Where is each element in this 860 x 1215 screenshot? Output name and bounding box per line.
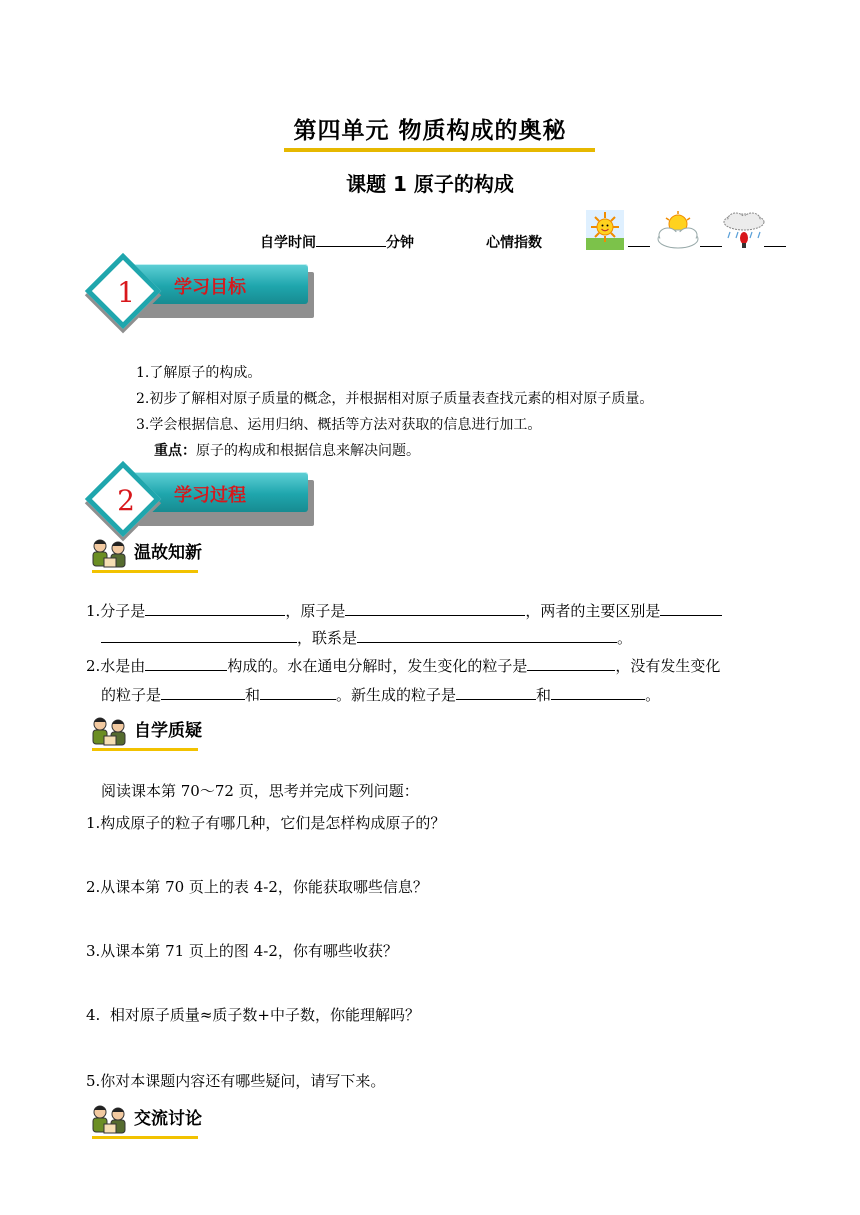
- key-point-text: 原子的构成和根据信息来解决问题。: [196, 443, 420, 459]
- goal-1: 1.了解原子的构成。: [136, 365, 262, 381]
- blank[interactable]: [161, 684, 245, 700]
- blank[interactable]: [551, 684, 645, 700]
- text: 。新生成的粒子是: [336, 686, 457, 704]
- blank[interactable]: [145, 600, 285, 616]
- text: 构成的。水在通电分解时，发生变化的粒子是: [227, 657, 528, 675]
- sunny-icon: [586, 210, 622, 250]
- section-2-header: [88, 466, 318, 536]
- text: 和: [536, 686, 552, 704]
- study-time-label: 自学时间: [260, 235, 316, 251]
- text: ，两者的主要区别是: [525, 602, 661, 620]
- blank[interactable]: [101, 627, 297, 643]
- mood-label: 心情指数: [486, 235, 542, 251]
- subhead-underline: [92, 1136, 198, 1139]
- review-q2-line1: [86, 655, 720, 676]
- question-2: 2.从课本第 70 页上的表 4-2，你能获取哪些信息？: [86, 878, 428, 896]
- lesson-title: 课题 1 原子的构成: [346, 172, 514, 196]
- blank[interactable]: [527, 655, 615, 671]
- subhead-underline: [92, 570, 198, 573]
- mood-blank-2[interactable]: [700, 246, 722, 247]
- blank[interactable]: [145, 655, 227, 671]
- badge-bar: [132, 472, 308, 512]
- question-3: 3.从课本第 71 页上的图 4-2，你有哪些收获？: [86, 942, 398, 960]
- minutes-label: 分钟: [386, 235, 414, 251]
- review-q1-line2: [101, 627, 632, 648]
- unit-title: 第四单元 物质构成的奥秘: [293, 118, 567, 144]
- students-icon: [88, 714, 134, 750]
- subhead-discussion: [88, 1102, 208, 1144]
- key-point-label: 重点：: [154, 443, 196, 459]
- question-5: 5.你对本课题内容还有哪些疑问，请写下来。: [86, 1072, 386, 1090]
- question-1: 1.构成原子的粒子有哪几种，它们是怎样构成原子的？: [86, 814, 446, 832]
- text: ，联系是: [297, 629, 358, 647]
- section-1-header: [88, 258, 318, 328]
- partly-cloudy-icon: [656, 210, 700, 250]
- blank[interactable]: [357, 627, 617, 643]
- study-time-blank[interactable]: [316, 232, 386, 247]
- text: 。: [617, 629, 633, 647]
- students-icon: [88, 1102, 134, 1138]
- goal-2: 2.初步了解相对原子质量的概念，并根据相对原子质量表查找元素的相对原子质量。: [136, 391, 654, 407]
- review-q2-line2: [101, 684, 660, 705]
- text: ，没有发生变化: [615, 657, 721, 675]
- review-q1-line1: [86, 600, 722, 621]
- subhead-discussion-label: 交流讨论: [134, 1109, 202, 1129]
- mood-blank-1[interactable]: [628, 246, 650, 247]
- subhead-self-study: [88, 714, 208, 756]
- section-1-title: 学习目标: [174, 277, 246, 298]
- blank[interactable]: [345, 600, 525, 616]
- text: 1.分子是: [86, 602, 146, 620]
- subhead-underline: [92, 748, 198, 751]
- text: 。: [645, 686, 661, 704]
- title-underline: [284, 148, 595, 152]
- section-1-number: 1: [117, 276, 135, 309]
- subhead-self-study-label: 自学质疑: [134, 721, 202, 741]
- blank[interactable]: [260, 684, 336, 700]
- mood-blank-3[interactable]: [764, 246, 786, 247]
- goal-3: 3.学会根据信息、运用归纳、概括等方法对获取的信息进行加工。: [136, 417, 542, 433]
- text: 和: [245, 686, 261, 704]
- students-icon: [88, 536, 134, 572]
- blank[interactable]: [456, 684, 536, 700]
- text: 的粒子是: [101, 686, 162, 704]
- study-time-row: [260, 232, 414, 252]
- reading-intro: 阅读课本第 70～72 页，思考并完成下列问题：: [101, 782, 419, 800]
- section-2-number: 2: [117, 484, 135, 517]
- badge-bar: [132, 264, 308, 304]
- text: 2.水是由: [86, 657, 146, 675]
- text: ，原子是: [285, 602, 346, 620]
- key-point: [154, 440, 420, 460]
- question-4: 4. 相对原子质量≈质子数+中子数，你能理解吗？: [86, 1006, 420, 1024]
- subhead-review: [88, 536, 208, 578]
- section-2-title: 学习过程: [174, 485, 246, 506]
- subhead-review-label: 温故知新: [134, 543, 202, 563]
- rainy-icon: [722, 210, 766, 250]
- blank[interactable]: [660, 600, 722, 616]
